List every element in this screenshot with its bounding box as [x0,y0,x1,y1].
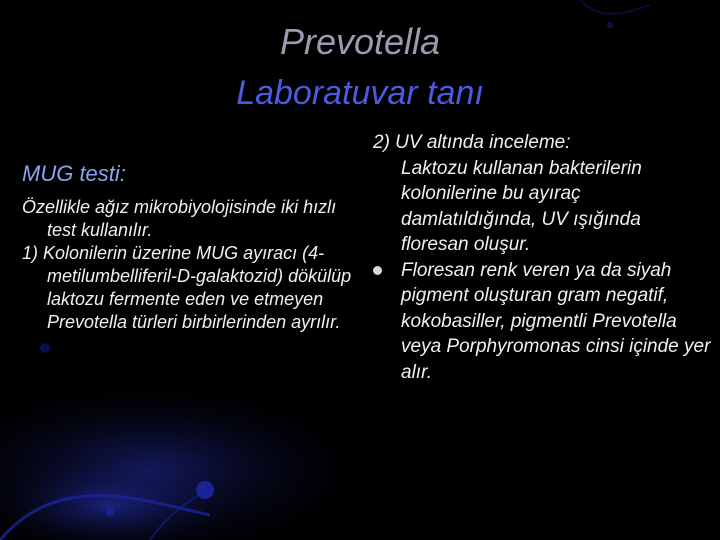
left-column [22,160,367,334]
mug-heading: MUG testi: [22,161,126,186]
uv-text: Laktozu kullanan bakterilerin kolonilerine bu ayıraç damlatıldığında, UV ışığında floresan oluşur. [401,157,642,255]
right-column [373,130,713,385]
bullet-text: Floresan renk veren ya da siyah pigment oluşturan gram negatif, kokobasiller, pigmentli Prevotella veya Porphyromonas cinsi içinde yer alır. [401,259,711,383]
bullet-item [373,258,713,386]
bullet-dot-icon [373,266,382,275]
uv-heading: 2) UV altında inceleme: [373,132,571,153]
title-line-1: Prevotella [279,21,441,62]
mug-step-1-text: 1) Kolonilerin üzerine MUG ayıracı (4-metilumbelliferil-D-galaktozid) dökülüp laktozu fermente eden ve etmeyen Prevotella türleri birbirlerinden ayrılır. [22,243,352,332]
mug-intro-text: Özellikle ağız mikrobiyolojisinde iki hızlı test kullanılır. [22,197,337,240]
title-line-2: Laboratuvar tanı [236,74,484,112]
